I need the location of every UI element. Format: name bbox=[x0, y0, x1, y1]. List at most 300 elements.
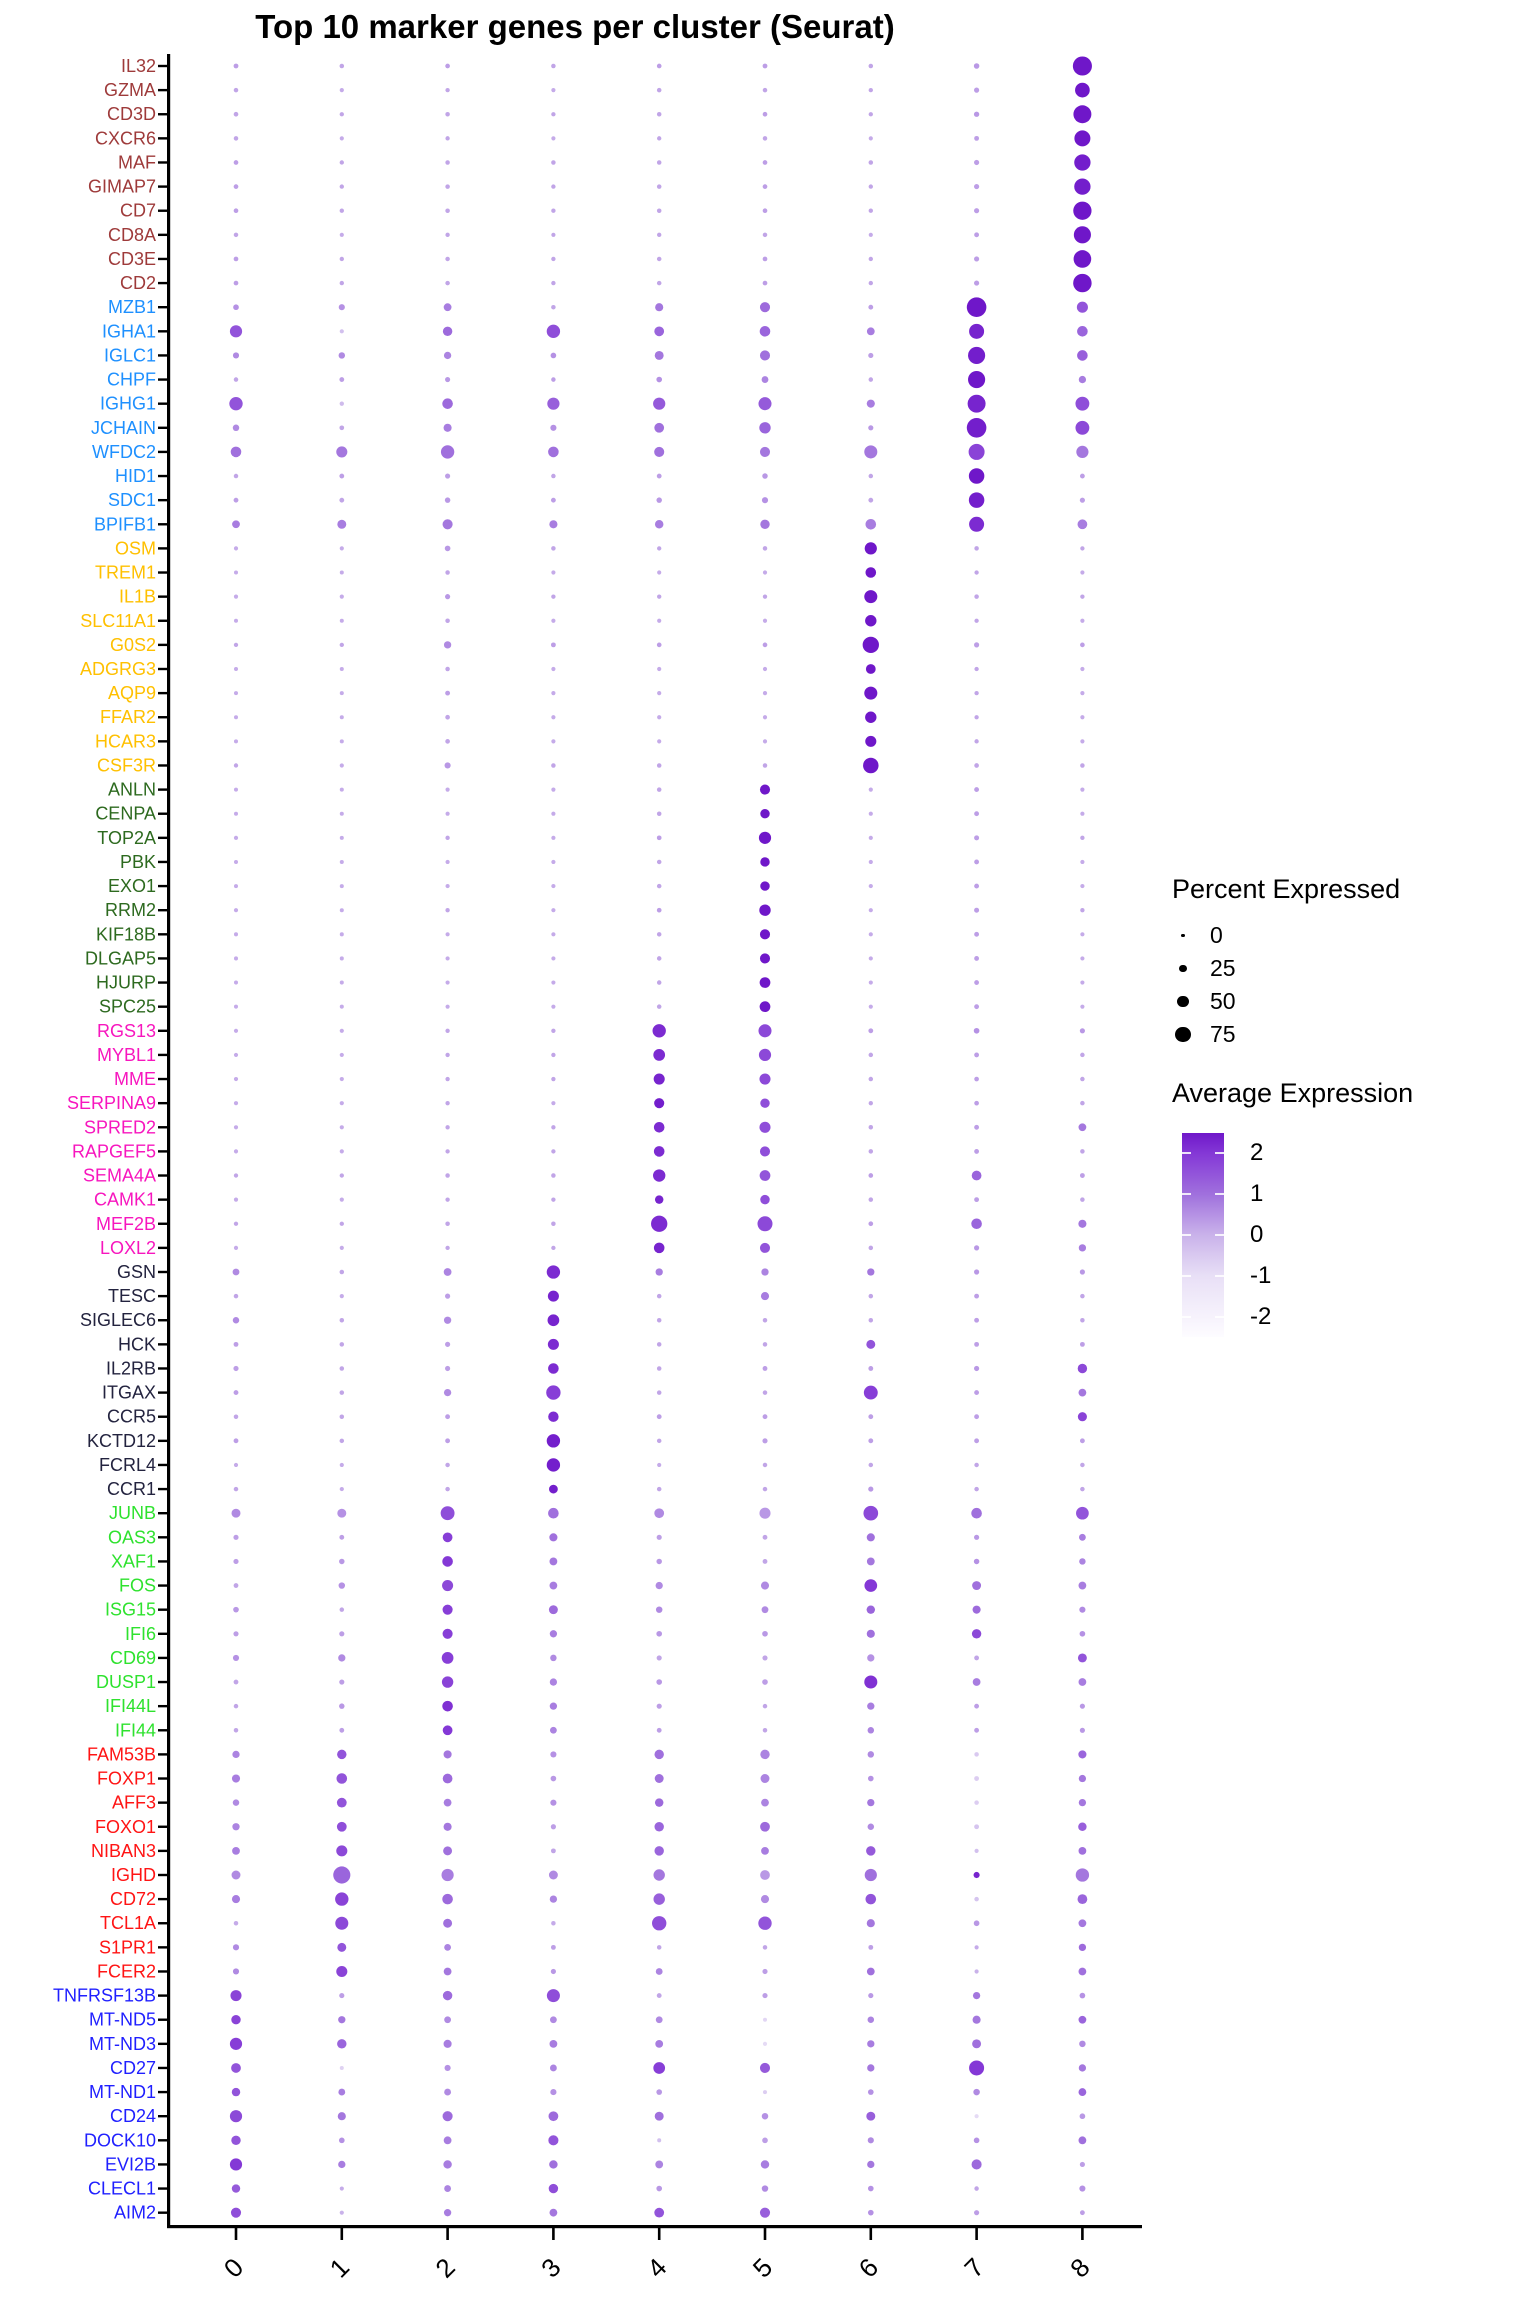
dot bbox=[445, 136, 449, 140]
dot bbox=[866, 1846, 875, 1855]
dot bbox=[551, 1969, 556, 1974]
dot bbox=[974, 112, 979, 117]
dot bbox=[234, 1246, 238, 1250]
dot bbox=[866, 2112, 875, 2121]
y-tick bbox=[158, 1850, 167, 1852]
dot bbox=[868, 1221, 873, 1226]
gene-label: IFI44 bbox=[114, 1720, 156, 1741]
y-tick bbox=[158, 427, 167, 429]
dot bbox=[445, 1197, 449, 1201]
dot bbox=[657, 763, 662, 768]
dot bbox=[869, 160, 874, 165]
dot bbox=[1080, 498, 1085, 503]
dot bbox=[656, 497, 661, 502]
dot bbox=[233, 1559, 238, 1564]
dot bbox=[761, 1847, 769, 1855]
dot bbox=[445, 233, 449, 237]
gene-label: FOXO1 bbox=[94, 1816, 156, 1837]
dot bbox=[760, 2208, 770, 2218]
dot bbox=[446, 956, 450, 960]
dot bbox=[1079, 1582, 1087, 1590]
dot bbox=[234, 643, 238, 647]
gene-label: MT-ND5 bbox=[89, 2009, 156, 2030]
dot bbox=[550, 1751, 556, 1757]
dot bbox=[1074, 250, 1092, 268]
dot bbox=[234, 956, 238, 960]
dot bbox=[550, 1703, 557, 1710]
dot bbox=[551, 1197, 555, 1201]
dot bbox=[340, 763, 344, 767]
dot bbox=[445, 619, 450, 624]
dot bbox=[340, 1607, 345, 1612]
dot bbox=[339, 2137, 345, 2143]
dot bbox=[974, 1028, 980, 1034]
dot bbox=[1080, 619, 1084, 623]
dot bbox=[340, 402, 344, 406]
dot bbox=[1080, 1028, 1085, 1033]
dot bbox=[340, 1342, 345, 1347]
dot bbox=[869, 209, 873, 213]
dot bbox=[549, 1871, 558, 1880]
dot bbox=[234, 667, 238, 671]
y-tick bbox=[158, 957, 167, 959]
y-tick bbox=[158, 523, 167, 525]
y-tick bbox=[158, 1440, 167, 1442]
dot bbox=[339, 377, 344, 382]
dot bbox=[657, 64, 662, 69]
dot bbox=[445, 739, 450, 744]
dot bbox=[975, 1945, 979, 1949]
dot bbox=[551, 1945, 556, 1950]
dot bbox=[446, 980, 450, 984]
dot bbox=[655, 520, 663, 528]
dot bbox=[657, 643, 662, 648]
gene-label: DOCK10 bbox=[83, 2130, 156, 2151]
dot bbox=[551, 64, 556, 69]
dot bbox=[761, 1774, 770, 1783]
gene-label: IL1B bbox=[118, 586, 156, 607]
y-tick bbox=[158, 1753, 167, 1755]
dot bbox=[657, 1004, 662, 1009]
dot bbox=[762, 376, 769, 383]
y-tick bbox=[158, 788, 167, 790]
dot bbox=[657, 667, 661, 671]
y-tick bbox=[158, 2067, 167, 2069]
dot bbox=[550, 1582, 558, 1590]
dot bbox=[657, 1487, 662, 1492]
dot bbox=[337, 1773, 348, 1784]
dot bbox=[445, 1077, 449, 1081]
dot bbox=[655, 2112, 664, 2121]
dot bbox=[762, 1993, 767, 1998]
dot bbox=[1079, 1558, 1085, 1564]
y-tick bbox=[158, 547, 167, 549]
dot bbox=[1076, 1868, 1089, 1881]
dot bbox=[445, 497, 450, 502]
y-tick bbox=[158, 330, 167, 332]
y-tick bbox=[158, 1584, 167, 1586]
gene-label: CD3E bbox=[107, 248, 156, 269]
gene-label: FFAR2 bbox=[99, 707, 156, 728]
gene-label: G0S2 bbox=[109, 634, 156, 655]
dot bbox=[234, 1487, 239, 1492]
dot bbox=[864, 1386, 878, 1400]
y-tick bbox=[158, 1054, 167, 1056]
dot bbox=[234, 257, 239, 262]
dot bbox=[760, 350, 770, 360]
dot bbox=[445, 1463, 450, 1468]
dot bbox=[551, 1222, 556, 1227]
dot bbox=[974, 1704, 979, 1709]
dot bbox=[339, 1679, 344, 1684]
dot bbox=[869, 812, 873, 816]
dot bbox=[340, 788, 344, 792]
x-tick-label: 3 bbox=[535, 2252, 567, 2284]
dot bbox=[338, 2161, 345, 2168]
y-tick bbox=[158, 1174, 167, 1176]
dot bbox=[763, 1318, 768, 1323]
legend-size-value: 0 bbox=[1210, 922, 1223, 948]
dot bbox=[869, 377, 874, 382]
dot bbox=[340, 1414, 345, 1419]
x-tick bbox=[1081, 2228, 1084, 2240]
gene-label: JUNB bbox=[108, 1503, 156, 1524]
dot bbox=[760, 1146, 770, 1156]
gene-label: MME bbox=[114, 1069, 156, 1090]
x-tick-label: 2 bbox=[429, 2252, 461, 2284]
colorbar-tick-label: -2 bbox=[1250, 1302, 1272, 1330]
y-tick bbox=[158, 1078, 167, 1080]
dot bbox=[657, 233, 661, 237]
dot bbox=[234, 88, 239, 93]
dot bbox=[548, 1339, 559, 1350]
dot bbox=[340, 1173, 344, 1177]
gene-label: OAS3 bbox=[107, 1527, 156, 1548]
dot bbox=[550, 1558, 558, 1566]
dot bbox=[657, 1342, 662, 1347]
dot bbox=[551, 860, 555, 864]
dot bbox=[1080, 1438, 1085, 1443]
dot bbox=[340, 1198, 344, 1202]
dot bbox=[1080, 1318, 1085, 1323]
y-tick bbox=[158, 1343, 167, 1345]
dot bbox=[1080, 1197, 1085, 1202]
dot bbox=[1077, 326, 1088, 337]
dot bbox=[234, 1463, 238, 1467]
dot bbox=[869, 980, 873, 984]
dot bbox=[1078, 1750, 1086, 1758]
dot bbox=[657, 619, 661, 623]
dot bbox=[336, 1966, 347, 1977]
dot bbox=[547, 1265, 560, 1278]
dot bbox=[657, 208, 662, 213]
gene-label: CD24 bbox=[109, 2106, 156, 2127]
dot bbox=[657, 184, 662, 189]
dot bbox=[1079, 376, 1086, 383]
dot bbox=[760, 977, 771, 988]
dot bbox=[1080, 812, 1084, 816]
dot bbox=[758, 1917, 771, 1930]
legend-size-dot bbox=[1177, 996, 1188, 1007]
dot bbox=[974, 570, 978, 574]
dot bbox=[444, 1750, 452, 1758]
dot bbox=[760, 929, 770, 939]
dot bbox=[869, 112, 873, 116]
gene-label: BPIFB1 bbox=[93, 514, 156, 535]
dot bbox=[968, 371, 985, 388]
dot bbox=[759, 1074, 770, 1085]
dot bbox=[656, 1631, 662, 1637]
dot bbox=[762, 1438, 767, 1443]
dot bbox=[233, 1799, 239, 1805]
dot bbox=[445, 208, 450, 213]
dot bbox=[974, 1342, 979, 1347]
dot bbox=[867, 327, 875, 335]
dot bbox=[974, 860, 979, 865]
dot bbox=[1078, 519, 1088, 529]
dot bbox=[336, 446, 347, 457]
dot bbox=[1080, 1342, 1085, 1347]
dot bbox=[234, 739, 238, 743]
dot bbox=[547, 1434, 560, 1447]
dot bbox=[657, 160, 662, 165]
dot bbox=[869, 1318, 874, 1323]
dot bbox=[760, 1195, 769, 1204]
dot bbox=[863, 1506, 878, 1521]
dot bbox=[869, 233, 873, 237]
dot bbox=[232, 1847, 240, 1855]
dot bbox=[233, 425, 239, 431]
dot bbox=[975, 1969, 979, 1973]
dot bbox=[340, 908, 344, 912]
dot bbox=[1079, 1919, 1087, 1927]
colorbar-tick-label: 0 bbox=[1250, 1221, 1264, 1248]
dot bbox=[232, 1509, 241, 1518]
dot bbox=[551, 546, 556, 551]
dot bbox=[657, 257, 662, 262]
dot bbox=[868, 305, 873, 310]
dot bbox=[654, 1822, 663, 1831]
gene-label: MT-ND3 bbox=[89, 2033, 156, 2054]
x-tick-label: 6 bbox=[852, 2252, 885, 2284]
dot bbox=[869, 64, 874, 69]
gene-label: FAM53B bbox=[86, 1744, 156, 1765]
dot bbox=[340, 860, 344, 864]
dot bbox=[550, 1800, 556, 1806]
dot bbox=[1079, 1534, 1086, 1541]
x-tick bbox=[446, 2228, 449, 2240]
colorbar-tick-label: 1 bbox=[1250, 1180, 1264, 1208]
dot bbox=[1073, 105, 1091, 123]
y-tick bbox=[158, 1247, 167, 1249]
dot bbox=[233, 1317, 239, 1323]
dot bbox=[653, 1169, 665, 1181]
dot bbox=[655, 1798, 663, 1806]
dot bbox=[973, 1606, 981, 1614]
dot bbox=[868, 1173, 873, 1178]
dot bbox=[547, 398, 559, 410]
dot bbox=[551, 884, 555, 888]
dot bbox=[974, 1559, 979, 1564]
dot bbox=[444, 1944, 451, 1951]
dot bbox=[234, 1342, 239, 1347]
dot bbox=[866, 567, 877, 578]
dot bbox=[551, 1824, 556, 1829]
dot bbox=[445, 1101, 449, 1105]
dot bbox=[445, 1222, 450, 1227]
dot bbox=[974, 1197, 979, 1202]
dot bbox=[868, 1414, 873, 1419]
dot bbox=[444, 2016, 451, 2023]
dot bbox=[867, 2161, 874, 2168]
dot bbox=[1080, 1269, 1085, 1274]
dot bbox=[654, 1146, 665, 1157]
y-tick bbox=[158, 1319, 167, 1321]
dot bbox=[445, 594, 450, 599]
dot bbox=[337, 1822, 347, 1832]
dot bbox=[340, 1294, 344, 1298]
dot bbox=[1073, 274, 1091, 292]
dot bbox=[657, 88, 662, 93]
dot bbox=[974, 1776, 979, 1781]
dot bbox=[444, 1823, 452, 1831]
dot bbox=[763, 691, 767, 695]
dot bbox=[763, 763, 768, 768]
y-tick bbox=[158, 1826, 167, 1828]
gene-label: TOP2A bbox=[97, 827, 156, 848]
y-tick bbox=[158, 1970, 167, 1972]
dot bbox=[969, 2060, 984, 2075]
dot bbox=[869, 88, 873, 92]
dot bbox=[974, 691, 978, 695]
dot bbox=[333, 1866, 350, 1883]
gene-label: TESC bbox=[107, 1286, 156, 1307]
gene-label: CENPA bbox=[95, 803, 156, 824]
dot bbox=[551, 1776, 557, 1782]
dot bbox=[340, 88, 344, 92]
dot bbox=[442, 1701, 453, 1712]
dot bbox=[444, 1317, 451, 1324]
dot bbox=[445, 667, 450, 672]
x-tick-label: 7 bbox=[958, 2252, 990, 2284]
dot bbox=[974, 1897, 979, 1902]
dot bbox=[234, 884, 238, 888]
dot bbox=[1074, 154, 1090, 170]
dot bbox=[546, 1385, 560, 1399]
dot bbox=[974, 1245, 979, 1250]
dot bbox=[974, 835, 979, 840]
dot bbox=[551, 594, 555, 598]
dot bbox=[974, 619, 978, 623]
dot bbox=[445, 1125, 449, 1129]
gene-label: SLC11A1 bbox=[80, 610, 156, 631]
dot bbox=[1080, 1005, 1084, 1009]
dot bbox=[335, 1892, 348, 1905]
dot bbox=[338, 2112, 346, 2120]
dot bbox=[1079, 2136, 1087, 2144]
dot bbox=[444, 641, 451, 648]
dot bbox=[1080, 594, 1084, 598]
dot bbox=[654, 1122, 665, 1133]
dot bbox=[340, 2211, 344, 2215]
dot bbox=[445, 1366, 450, 1371]
dot bbox=[550, 2209, 558, 2217]
dot bbox=[1080, 715, 1084, 719]
dot bbox=[551, 1053, 555, 1057]
dot bbox=[867, 1605, 875, 1613]
dot bbox=[974, 1318, 979, 1323]
gene-label: FCRL4 bbox=[98, 1454, 156, 1475]
dot bbox=[868, 1776, 874, 1782]
dot bbox=[549, 1605, 558, 1614]
x-axis-line bbox=[167, 2225, 1142, 2228]
dot bbox=[655, 1774, 664, 1783]
dot bbox=[973, 1678, 981, 1686]
dot bbox=[1080, 2210, 1085, 2215]
dot bbox=[1080, 980, 1084, 984]
y-tick bbox=[158, 2163, 167, 2165]
dot bbox=[1074, 178, 1090, 194]
dot bbox=[445, 570, 450, 575]
dot bbox=[551, 353, 557, 359]
dot bbox=[444, 1799, 452, 1807]
dot bbox=[340, 136, 344, 140]
dot bbox=[758, 397, 771, 410]
dot bbox=[869, 1294, 874, 1299]
dot bbox=[759, 1049, 771, 1061]
colorbar-tick bbox=[1182, 1193, 1191, 1195]
x-tick bbox=[870, 2228, 873, 2240]
dot bbox=[974, 1053, 979, 1058]
dot bbox=[446, 884, 450, 888]
y-tick bbox=[158, 161, 167, 163]
y-tick bbox=[158, 2091, 167, 2093]
dot bbox=[445, 715, 450, 720]
dot bbox=[340, 2186, 344, 2190]
y-tick bbox=[158, 1488, 167, 1490]
dot bbox=[868, 498, 873, 503]
dot bbox=[1079, 1389, 1087, 1397]
y-tick bbox=[158, 1560, 167, 1562]
dot bbox=[763, 1390, 768, 1395]
dot bbox=[760, 1170, 771, 1181]
x-tick-label: 5 bbox=[746, 2252, 779, 2284]
dot bbox=[653, 1049, 665, 1061]
dot bbox=[657, 980, 662, 985]
dot bbox=[869, 257, 873, 261]
dot bbox=[763, 1704, 768, 1709]
y-tick bbox=[158, 981, 167, 983]
x-tick-label: 0 bbox=[217, 2252, 250, 2284]
dot bbox=[865, 542, 877, 554]
dot bbox=[337, 1509, 346, 1518]
dot bbox=[974, 715, 978, 719]
gene-label: CCR1 bbox=[106, 1479, 156, 1500]
dot bbox=[1080, 1993, 1086, 1999]
dot bbox=[1079, 2016, 1087, 2024]
dot bbox=[1080, 1077, 1085, 1082]
x-tick-label: 8 bbox=[1064, 2252, 1096, 2284]
dot bbox=[442, 398, 453, 409]
dot bbox=[974, 1269, 979, 1274]
dot bbox=[445, 257, 450, 262]
dot bbox=[867, 2064, 874, 2071]
dot bbox=[340, 1053, 344, 1057]
gene-label: GSN bbox=[116, 1262, 156, 1282]
gene-label: NIBAN3 bbox=[90, 1840, 156, 1861]
dot bbox=[760, 326, 771, 337]
gene-label: KIF18B bbox=[95, 924, 156, 945]
